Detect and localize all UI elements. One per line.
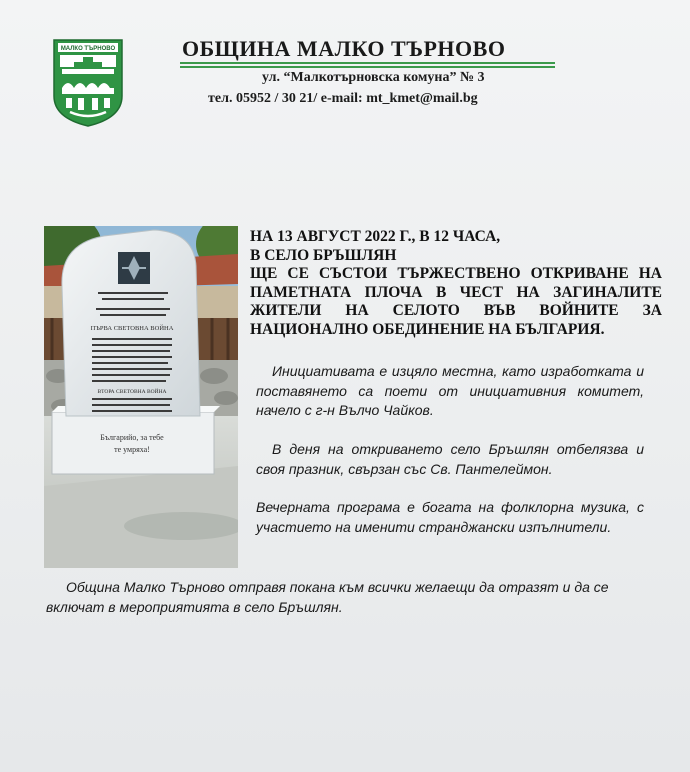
memorial-photo: [44, 226, 238, 568]
base-inscription-2: те умряха!: [114, 445, 150, 454]
headline-line-6: НАЦИОНАЛНО ОБЕДИНЕНИЕ НА БЪЛГАРИЯ.: [250, 320, 605, 338]
plaque-heading: ПЪРВА СВЕТОВНА ВОЙНА: [90, 325, 174, 332]
contacts-line: тел. 05952 / 30 21/ e-mail: mt_kmet@mail.bg: [208, 91, 478, 106]
paragraph-program: Вечерната програма е богата на фолклорна музика, с участието на именити странджански изпълнители.: [256, 499, 644, 535]
paragraph-holiday: В деня на откриването село Бръшлян отбелязва и своя празник, свързан със Св. Пантелеймон.: [256, 441, 644, 477]
municipality-title: ОБЩИНА МАЛКО ТЪРНОВО: [182, 36, 506, 61]
paragraph-invitation: Община Малко Търново отправя покана към всички желаещи да отразят и да се включат в мероприятията в село Бръшлян.: [46, 579, 609, 615]
coat-of-arms-icon: [52, 38, 124, 128]
headline-line-4: ПАМЕТНАТА ПЛОЧА В ЧЕСТ НА ЗАГИНАЛИТЕ: [250, 283, 662, 301]
headline-line-1: НА 13 АВГУСТ 2022 Г., В 12 ЧАСА,: [250, 228, 501, 245]
announcement-headline: [250, 228, 662, 339]
paragraph-initiative: Инициативата е изцяло местна, като изработката и поставянето са поети от инициативния комитет, начело с г-н Вълчо Чайков.: [256, 363, 644, 418]
address-line: ул. “Малкотърновска комуна” № 3: [262, 70, 485, 85]
crest-label: МАЛКО ТЪРНОВО: [60, 46, 116, 52]
base-inscription: Българийо, за тебе: [100, 433, 164, 442]
headline-line-5: ЖИТЕЛИ НА СЕЛОТО ВЪВ ВОЙНИТЕ ЗА: [250, 302, 662, 319]
plaque-heading-2: ВТОРА СВЕТОВНА ВОЙНА: [97, 389, 167, 395]
headline-line-3: ЩЕ СЕ СЪСТОИ ТЪРЖЕСТВЕНО ОТКРИВАНЕ НА: [250, 265, 662, 282]
header-divider: [180, 62, 555, 68]
headline-line-2: В СЕЛО БРЪШЛЯН: [250, 246, 397, 264]
